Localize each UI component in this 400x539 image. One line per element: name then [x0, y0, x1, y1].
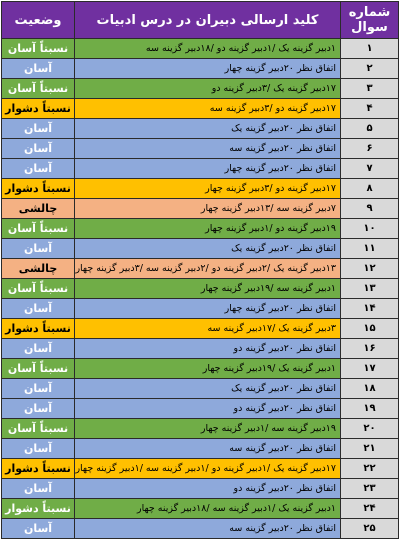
- table-row: [2, 499, 399, 519]
- table-row: [2, 279, 399, 299]
- answer-key-cell: ۱۷دبیر گزینه دو /۳دبیر گزینه چهار: [75, 179, 341, 199]
- question-number-cell: ۱۸: [341, 379, 399, 399]
- table-row: [2, 319, 399, 339]
- table-row: [2, 399, 399, 419]
- answer-key-cell: ۷دبیر گزینه سه /۱۳دبیر گزینه چهار: [75, 199, 341, 219]
- status-badge: نسبتاً دشوار: [2, 319, 75, 339]
- status-badge: نسبتاً آسان: [2, 419, 75, 439]
- question-number-cell: ۳: [341, 79, 399, 99]
- table-row: [2, 59, 399, 79]
- status-badge: آسان: [2, 339, 75, 359]
- question-number-cell: ۱۵: [341, 319, 399, 339]
- table-row: [2, 259, 399, 279]
- answer-key-cell: ۱۷دبیر گزینه دو /۳دبیر گزینه سه: [75, 99, 341, 119]
- table-row: [2, 239, 399, 259]
- status-badge: آسان: [2, 479, 75, 499]
- answer-key-cell: اتفاق نظر ۲۰دبیر گزینه سه: [75, 139, 341, 159]
- question-number-cell: ۱۷: [341, 359, 399, 379]
- status-badge: نسبتاً دشوار: [2, 499, 75, 519]
- question-number-cell: ۱۲: [341, 259, 399, 279]
- table-row: [2, 99, 399, 119]
- question-number-cell: ۲۵: [341, 519, 399, 539]
- status-badge: آسان: [2, 59, 75, 79]
- status-badge: آسان: [2, 399, 75, 419]
- answer-key-cell: اتفاق نظر ۲۰دبیر گزینه چهار: [75, 299, 341, 319]
- table-row: [2, 199, 399, 219]
- answer-key-cell: اتفاق نظر ۲۰دبیر گزینه دو: [75, 399, 341, 419]
- answer-key-cell: اتفاق نظر ۲۰دبیر گزینه دو: [75, 479, 341, 499]
- question-number-cell: ۱۶: [341, 339, 399, 359]
- answer-key-cell: ۱دبیر گزینه یک /۱دبیر گزینه سه /۱۸دبیر گزینه چهار: [75, 499, 341, 519]
- question-number-cell: ۲۰: [341, 419, 399, 439]
- question-number-cell: ۲۲: [341, 459, 399, 479]
- header-status: وضعیت: [2, 2, 75, 39]
- answer-key-cell: اتفاق نظر ۲۰دبیر گزینه دو: [75, 339, 341, 359]
- status-badge: نسبتاً آسان: [2, 359, 75, 379]
- table-row: [2, 39, 399, 59]
- answer-key-cell: اتفاق نظر ۲۰دبیر گزینه چهار: [75, 159, 341, 179]
- question-number-cell: ۸: [341, 179, 399, 199]
- answer-key-cell: ۳دبیر گزینه یک /۱۷دبیر گزینه سه: [75, 319, 341, 339]
- table-row: [2, 419, 399, 439]
- status-badge: نسبتاً دشوار: [2, 459, 75, 479]
- table-row: [2, 519, 399, 539]
- status-badge: نسبتاً دشوار: [2, 99, 75, 119]
- answer-key-cell: اتفاق نظر ۲۰دبیر گزینه چهار: [75, 59, 341, 79]
- answer-key-cell: ۱۹دبیر گزینه دو /۱دبیر گزینه چهار: [75, 219, 341, 239]
- table-row: [2, 219, 399, 239]
- status-badge: آسان: [2, 439, 75, 459]
- answer-key-cell: ۱دبیر گزینه سه /۱۹دبیر گزینه چهار: [75, 279, 341, 299]
- table-row: [2, 459, 399, 479]
- table-row: [2, 379, 399, 399]
- status-badge: آسان: [2, 299, 75, 319]
- answer-key-cell: اتفاق نظر ۲۰دبیر گزینه سه: [75, 439, 341, 459]
- status-badge: آسان: [2, 119, 75, 139]
- table-row: [2, 179, 399, 199]
- answer-key-table: [1, 1, 399, 539]
- question-number-cell: ۲۳: [341, 479, 399, 499]
- status-badge: آسان: [2, 519, 75, 539]
- table-row: [2, 299, 399, 319]
- status-badge: نسبتاً دشوار: [2, 179, 75, 199]
- table-row: [2, 339, 399, 359]
- status-badge: نسبتاً آسان: [2, 39, 75, 59]
- question-number-cell: ۹: [341, 199, 399, 219]
- question-number-cell: ۵: [341, 119, 399, 139]
- table-body: [2, 39, 399, 539]
- table-row: [2, 439, 399, 459]
- question-number-cell: ۲۴: [341, 499, 399, 519]
- table-row: [2, 159, 399, 179]
- question-number-cell: ۴: [341, 99, 399, 119]
- status-badge: آسان: [2, 379, 75, 399]
- answer-key-cell: ۱۷دبیر گزینه یک /۳دبیر گزینه دو: [75, 79, 341, 99]
- table-row: [2, 79, 399, 99]
- answer-key-cell: ۱۹دبیر گزینه سه /۱دبیر گزینه چهار: [75, 419, 341, 439]
- status-badge: چالشی: [2, 199, 75, 219]
- answer-key-cell: اتفاق نظر ۲۰دبیر گزینه یک: [75, 239, 341, 259]
- status-badge: چالشی: [2, 259, 75, 279]
- header-answer-key: کلید ارسالی دبیران در درس ادبیات: [75, 2, 341, 39]
- status-badge: آسان: [2, 159, 75, 179]
- header-question-number: شماره سوال: [341, 2, 399, 39]
- answer-key-cell: اتفاق نظر ۲۰دبیر گزینه سه: [75, 519, 341, 539]
- answer-key-cell: ۱دبیر گزینه یک /۱دبیر گزینه دو /۱۸دبیر گزینه سه: [75, 39, 341, 59]
- question-number-cell: ۱۱: [341, 239, 399, 259]
- question-number-cell: ۱۴: [341, 299, 399, 319]
- status-badge: نسبتاً آسان: [2, 279, 75, 299]
- table-row: [2, 359, 399, 379]
- question-number-cell: ۱: [341, 39, 399, 59]
- question-number-cell: ۱۰: [341, 219, 399, 239]
- question-number-cell: ۲۱: [341, 439, 399, 459]
- answer-key-cell: ۱۷دبیر گزینه یک /۱دبیر گزینه دو /۱دبیر گزینه سه /۱دبیر گزینه چهار: [75, 459, 341, 479]
- question-number-cell: ۲: [341, 59, 399, 79]
- question-number-cell: ۱۹: [341, 399, 399, 419]
- table-row: [2, 479, 399, 499]
- table-row: [2, 119, 399, 139]
- status-badge: نسبتاً آسان: [2, 219, 75, 239]
- question-number-cell: ۷: [341, 159, 399, 179]
- status-badge: نسبتاً آسان: [2, 79, 75, 99]
- status-badge: آسان: [2, 139, 75, 159]
- answer-key-cell: اتفاق نظر ۲۰دبیر گزینه یک: [75, 379, 341, 399]
- answer-key-cell: ۱۳دبیر گزینه یک /۲دبیر گزینه دو /۲دبیر گزینه سه /۳دبیر گزینه چهار: [75, 259, 341, 279]
- answer-key-cell: اتفاق نظر ۲۰دبیر گزینه یک: [75, 119, 341, 139]
- question-number-cell: ۶: [341, 139, 399, 159]
- answer-key-cell: ۱دبیر گزینه یک /۱۹دبیر گزینه چهار: [75, 359, 341, 379]
- question-number-cell: ۱۳: [341, 279, 399, 299]
- table-row: [2, 139, 399, 159]
- status-badge: آسان: [2, 239, 75, 259]
- header-row: [2, 2, 399, 39]
